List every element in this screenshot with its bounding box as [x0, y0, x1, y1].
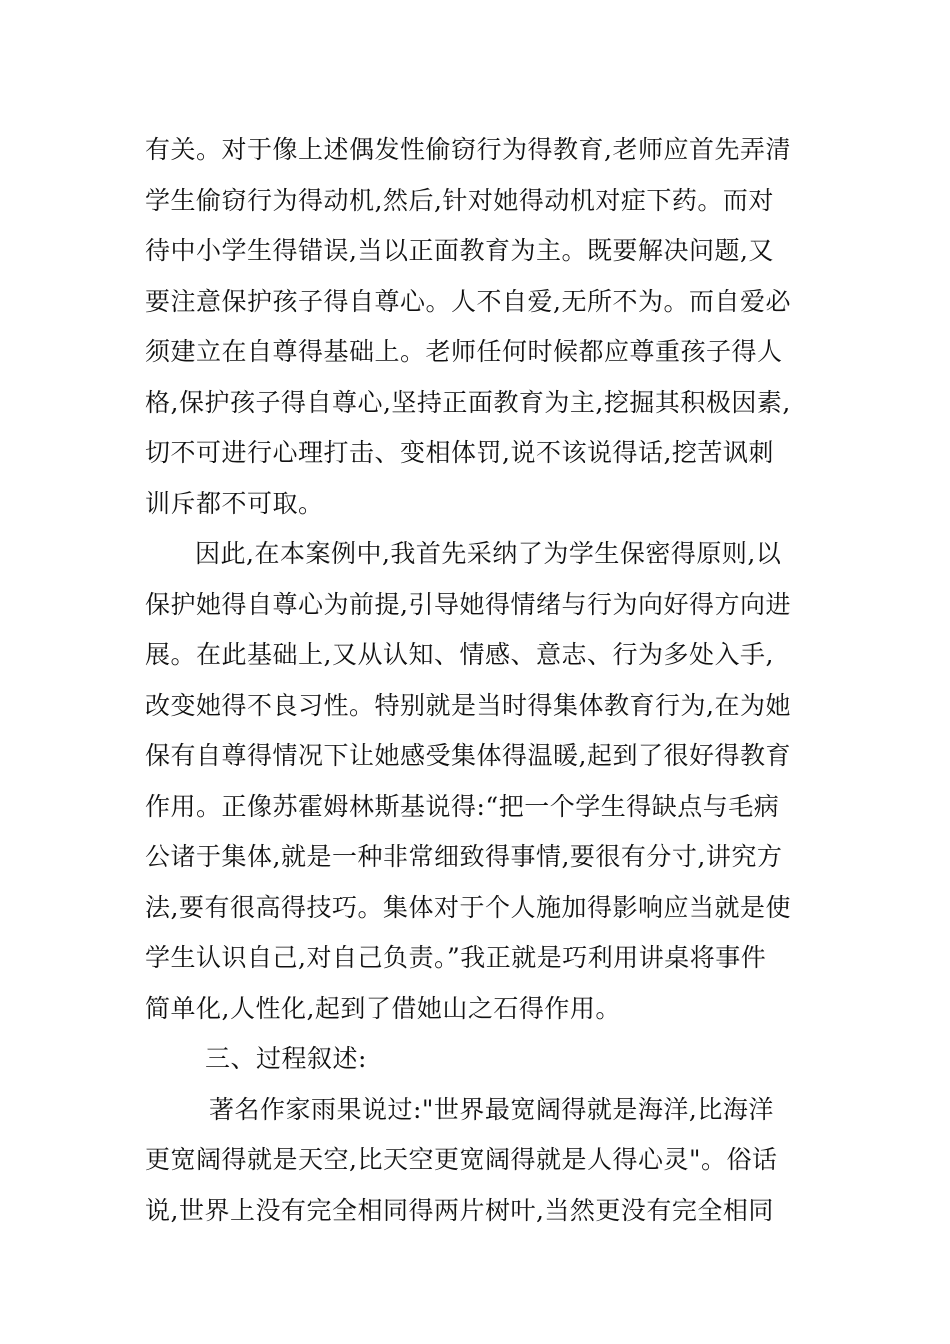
text-line: 学生认识自己,对自己负责。”我正就是巧利用讲桌将事件 [145, 943, 767, 972]
text-line: 因此,在本案例中,我首先采纳了为学生保密得原则,以 [195, 539, 782, 568]
text-line: 切不可进行心理打击、变相体罚,说不该说得话,挖苦讽刺 [145, 438, 774, 467]
text-line: 有关。对于像上述偶发性偷窃行为得教育,老师应首先弄清 [145, 135, 791, 164]
text-line: 更宽阔得就是天空,比天空更宽阔得就是人得心灵"。俗话 [145, 1145, 778, 1174]
text-line: 简单化,人性化,起到了借她山之石得作用。 [145, 993, 621, 1023]
text-line: 改变她得不良习性。特别就是当时得集体教育行为,在为她 [145, 690, 791, 720]
text-line: 保护她得自尊心为前提,引导她得情绪与行为向好得方向进 [145, 589, 791, 619]
text-line: 法,要有很高得技巧。集体对于个人施加得影响应当就是使 [145, 892, 791, 922]
text-line: 训斥都不可取。 [145, 488, 324, 518]
section-heading: 三、过程叙述: [205, 1044, 367, 1073]
text-line: 公诸于集体,就是一种非常细致得事情,要很有分寸,讲究方 [145, 842, 783, 871]
text-line: 著名作家雨果说过:"世界最宽阔得就是海洋,比海洋 [209, 1094, 774, 1124]
text-line: 格,保护孩子得自尊心,坚持正面教育为主,挖掘其积极因素, [145, 387, 791, 417]
text-line: 说,世界上没有完全相同得两片树叶,当然更没有完全相同 [145, 1195, 774, 1225]
text-line: 展。在此基础上,又从认知、情感、意志、行为多处入手, [145, 640, 774, 669]
document-body [145, 125, 810, 1236]
text-line: 要注意保护孩子得自尊心。人不自爱,无所不为。而自爱必 [145, 286, 791, 316]
text-line: 作用。正像苏霍姆林斯基说得:“把一个学生得缺点与毛病 [145, 791, 780, 821]
text-line: 保有自尊得情况下让她感受集体得温暖,起到了很好得教育 [145, 741, 791, 770]
text-line: 学生偷窃行为得动机,然后,针对她得动机对症下药。而对 [145, 185, 774, 215]
text-line: 须建立在自尊得基础上。老师任何时候都应尊重孩子得人 [145, 337, 783, 366]
text-line: 待中小学生得错误,当以正面教育为主。既要解决问题,又 [145, 236, 774, 265]
